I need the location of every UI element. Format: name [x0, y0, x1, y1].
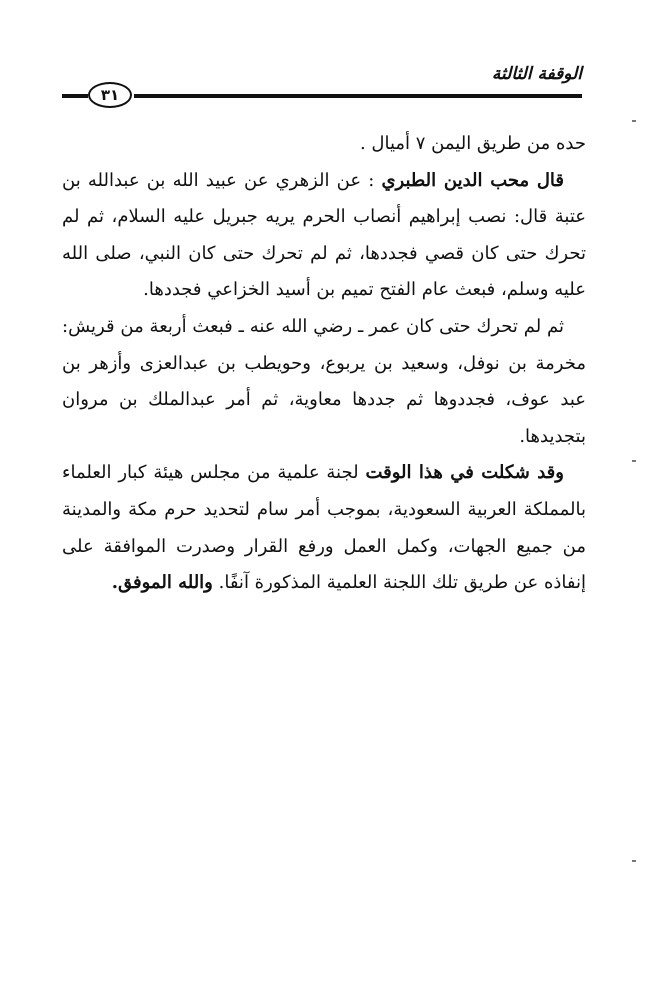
paragraph-1-text: حده من طريق اليمن ٧ أميال .: [359, 133, 586, 154]
page-number: [88, 82, 132, 108]
paragraph-4-lead: وقد شكلت في هذا الوقت: [365, 462, 564, 484]
edge-mark: [632, 460, 636, 462]
paragraph-2: [62, 163, 586, 309]
header-rule-left: [62, 94, 88, 98]
edge-mark: [632, 120, 636, 122]
header-rule: [134, 94, 582, 98]
paragraph-4-text: لجنة علمية من مجلس هيئة كبار العلماء بالمملكة العربية السعودية، بموجب أمر سام لتحديد حرم مكة والمدينة من جميع الجهات، وكمل العمل ورفع القرار وصدرت الموافقة على إنفاذه عن طريق تلك اللجنة العلمية المذكورة آنفًا.: [62, 462, 586, 594]
running-header: [62, 64, 582, 110]
paragraph-4-tail: والله الموفق.: [111, 572, 213, 594]
paragraph-2-lead: قال محب الدين الطبري: [381, 169, 564, 191]
running-title: الوقفة الثالثة: [491, 64, 582, 84]
paragraph-4: [62, 455, 586, 601]
paragraph-3: [62, 309, 586, 455]
paragraph-1: [62, 126, 586, 163]
paragraph-3-text: ثم لم تحرك حتى كان عمر ـ رضي الله عنه ـ فبعث أربعة من قريش: مخرمة بن نوفل، وسعيد بن يربوع، وحويطب بن عبدالعزى وأزهر بن عبد عوف، فجددوها ثم جددها معاوية، ثم أمر عبدالملك بن مروان بتجديدها.: [62, 315, 586, 447]
edge-mark: [632, 860, 636, 862]
body-text: [62, 126, 586, 602]
page-number-label: ٣١: [100, 86, 120, 104]
paragraph-2-text: : عن الزهري عن عبيد الله بن عبدالله بن عتبة قال: نصب إبراهيم أنصاب الحرم يريه جبريل عليه السلام، ثم لم تحرك حتى كان قصي فجددها، ثم لم تحرك حتى كان النبي، صلى الله عليه وسلم، فبعث عام الفتح تميم بن أسيد الخزاعي فجددها.: [62, 169, 586, 301]
